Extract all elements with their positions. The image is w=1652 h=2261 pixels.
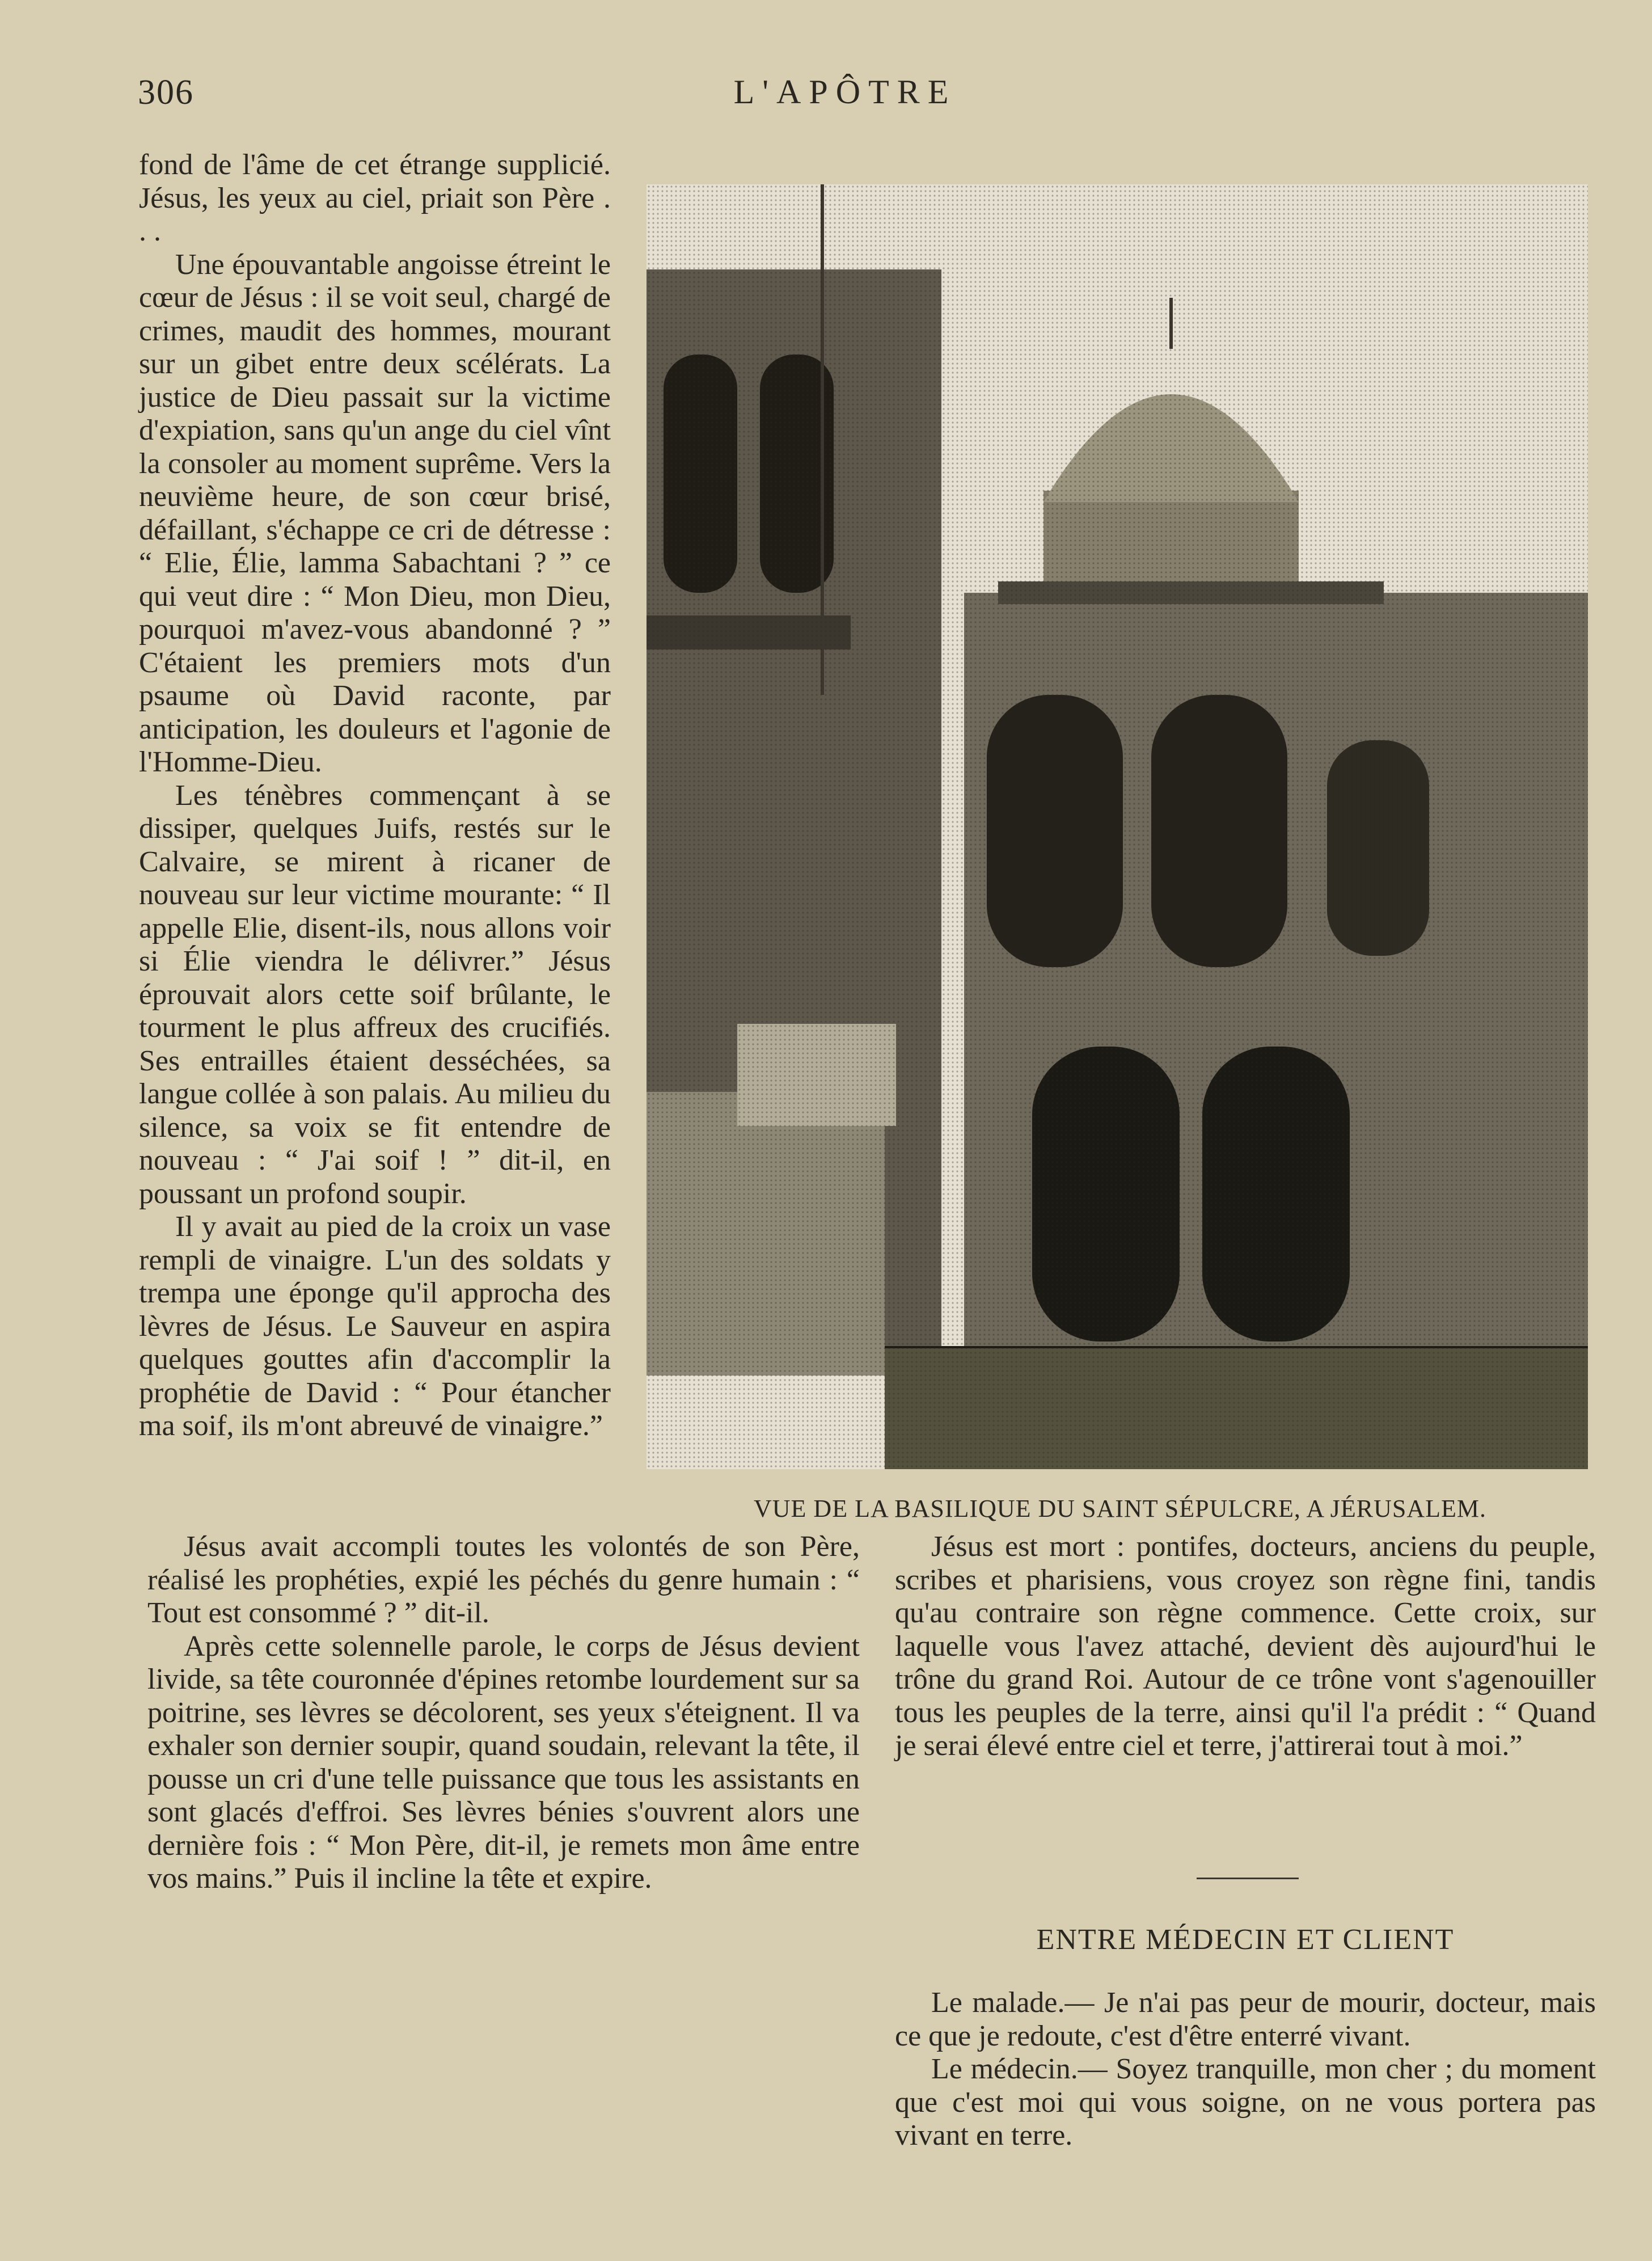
- paragraph: Après cette solennelle parole, le corps de Jésus devient livide, sa tête couronnée d'épines retombe lourdement sur sa poitrine, ses lèvres se décolorent, ses yeux s'éteignent. Il va exhaler son dernier soupir, quand soudain, relevant la tête, il pousse un cri d'une telle puissance que tous les assistants en sont glacés d'effroi. Ses lèvres bénies s'ouvrent alors une dernière fois : “ Mon Père, dit-il, je remets mon âme entre vos mains.” Puis il incline la tête et expire.: [147, 1630, 860, 1895]
- dialogue-line: Le médecin.— Soyez tranquille, mon cher ; du moment que c'est moi qui vous soigne, on ne vous portera pas vivant en terre.: [895, 2053, 1596, 2152]
- running-head: L'APÔTRE: [733, 73, 957, 111]
- paragraph: Les ténèbres commençant à se dissiper, quelques Juifs, restés sur le Calvaire, se mirent à ricaner de nouveau sur leur victime mourante: “ Il appelle Elie, disent-ils, nous allons voir si Élie viendra le délivrer.” Jésus éprouvait alors cette soif brûlante, le tourment le plus affreux des crucifiés. Ses entrailles étaient desséchées, sa langue collée à son palais. Au milieu du silence, sa voix se fit entendre de nouveau : “ J'ai soif ! ” dit-il, en poussant un profond soupir.: [139, 779, 611, 1210]
- paragraph: Jésus est mort : pontifes, docteurs, anciens du peuple, scribes et pharisiens, vous croyez son règne fini, tandis qu'au contraire son règne commence. Cette croix, sur laquelle vous l'avez attaché, devient dès aujourd'hui le trône du grand Roi. Autour de ce trône vont s'agenouiller tous les peuples de la terre, ainsi qu'il l'a prédit : “ Quand je serai élevé entre ciel et terre, j'attirerai tout à moi.”: [895, 1530, 1596, 1762]
- article-column-right: [895, 1530, 1596, 1763]
- section-title: ENTRE MÉDECIN ET CLIENT: [1036, 1923, 1455, 1956]
- figure-caption: VUE DE LA BASILIQUE DU SAINT SÉPULCRE, A JÉRUSALEM.: [753, 1495, 1487, 1522]
- article-column-left-bottom: [147, 1530, 860, 1896]
- paragraph: Il y avait au pied de la croix un vase rempli de vinaigre. L'un des soldats y trempa une éponge qu'il approcha des lèvres de Jésus. Le Sauveur en aspira quelques gouttes afin d'accomplir la prophétie de David : “ Pour étancher ma soif, ils m'ont abreuvé de vinaigre.”: [139, 1210, 611, 1442]
- paragraph: fond de l'âme de cet étrange supplicié. Jésus, les yeux au ciel, priait son Père . . .: [139, 149, 611, 247]
- article-column-left-top: [139, 149, 611, 1443]
- dialogue-line: Le malade.— Je n'ai pas peur de mourir, docteur, mais ce que je redoute, c'est d'être enterré vivant.: [895, 1986, 1596, 2052]
- section-divider: [1197, 1878, 1299, 1879]
- paragraph: Jésus avait accompli toutes les volontés de son Père, réalisé les prophéties, expié les péchés du genre humain : “ Tout est consommé ? ” dit-il.: [147, 1530, 860, 1629]
- paragraph: Une épouvantable angoisse étreint le cœur de Jésus : il se voit seul, chargé de crimes, maudit des hommes, mourant sur un gibet entre deux scélérats. La justice de Dieu passait sur la victime d'expiation, sans qu'un ange du ciel vînt la consoler au moment suprême. Vers la neuvième heure, de son cœur brisé, défaillant, s'échappe ce cri de détresse : “ Elie, Élie, lamma Sabachtani ? ” ce qui veut dire : “ Mon Dieu, mon Dieu, pourquoi m'avez-vous abandonné ? ” C'étaient les premiers mots d'un psaume où David raconte, par anticipation, les douleurs et l'agonie de l'Homme-Dieu.: [139, 248, 611, 778]
- page-number: 306: [138, 73, 194, 112]
- basilica-photograph: [647, 184, 1588, 1469]
- dialogue-column: [895, 1986, 1596, 2153]
- basilica-illustration: [647, 184, 1588, 1469]
